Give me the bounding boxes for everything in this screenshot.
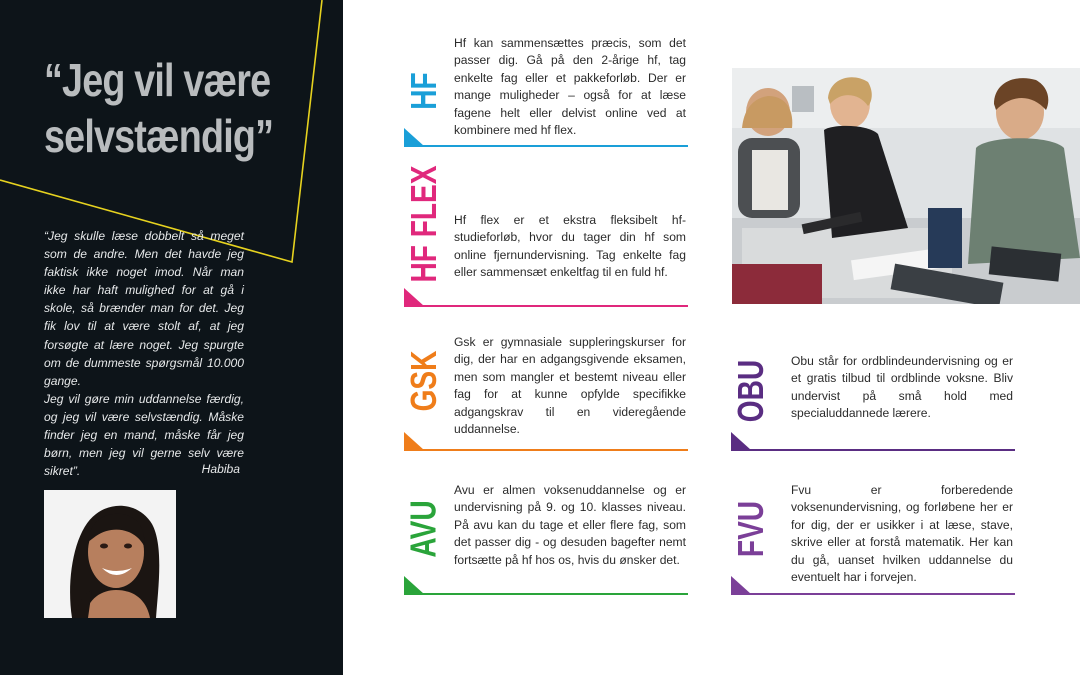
program-avu-label: AVU (403, 500, 444, 558)
program-fvu-description: Fvu er forberedende voksenundervisning, og forløbene her er for dig, der er usikker i at læse, stave, skrive eller at forstå matematik. Her kan du gå, uanset hvilken uddannelse du eventuelt har i forvejen. (791, 483, 1013, 585)
testimonial-panel (0, 0, 343, 675)
headline (44, 52, 282, 164)
classroom-photo (732, 68, 1080, 304)
program-hf-flex-description: Hf flex er et ekstra fleksibelt hf-studieforløb, hvor du tager din hf som online fjernundervisning. Tag enkelte fag eller sammensæt enkeltfag til en fuld hf. (454, 213, 686, 280)
program-gsk-description: Gsk er gymnasiale suppleringskurser for dig, der har en adgangsgivende eksamen, men som mangler et bestemt niveau eller fag for at kunne opfylde specifikke adgangskrav til en videregående uddannelse. (454, 335, 686, 437)
program-hf-description: Hf kan sammensættes præcis, som det passer dig. Gå på den 2-årige hf, tag enkelte fag eller et pakkeforløb. Der er mange muligheder – også for at læse fagene helt eller delvist online ved at kombinere med hf flex. (454, 36, 686, 138)
program-hf-flex (404, 160, 688, 310)
program-fvu (731, 482, 1015, 600)
quote-paragraph-1: “Jeg skulle læse dobbelt så meget som de andre. Men det havde jeg faktisk ikke noget imod. Når man ikke har haft mulighed for at gå i skole, så brænder man for det. Jeg fik lov til at være stolt af, at jeg forsøgte at lære noget. Jeg spurgte om de dummeste spørgsmål 10.000 gange. (44, 229, 244, 388)
quote-signature: Habiba (201, 462, 240, 476)
program-obu (731, 353, 1015, 454)
quote-paragraph-2: Jeg vil gøre min uddannelse færdig, og jeg vil være selvstændig. Måske finder jeg en mand, måske får jeg børn, men jeg vil gerne selv være sikret”. (44, 392, 244, 479)
program-hf-label: HF (403, 72, 444, 110)
portrait-photo (44, 490, 176, 618)
headline-line-1: “Jeg vil være (44, 54, 271, 106)
program-avu (404, 482, 688, 600)
program-hf-flex-label: HF FLEX (403, 165, 444, 283)
program-gsk-label: GSK (403, 350, 445, 412)
headline-line-2: selvstændig” (44, 110, 274, 162)
program-avu-description: Avu er almen voksenuddannelse og er undervisning på 9. og 10. klasses niveau. På avu kan du tage et eller flere fag, som det passer dig - og desuden bagefter nemt fortsætte på hf hos os, hvis du ønsker det. (454, 483, 686, 567)
program-gsk (404, 334, 688, 454)
program-obu-label: OBU (730, 359, 771, 423)
program-obu-description: Obu står for ordblindeundervisning og er et gratis tilbud til ordblinde voksne. Bliv undervist på små hold med specialuddannede lærere. (791, 354, 1013, 421)
program-fvu-label: FVU (730, 500, 771, 558)
program-hf (404, 35, 688, 149)
